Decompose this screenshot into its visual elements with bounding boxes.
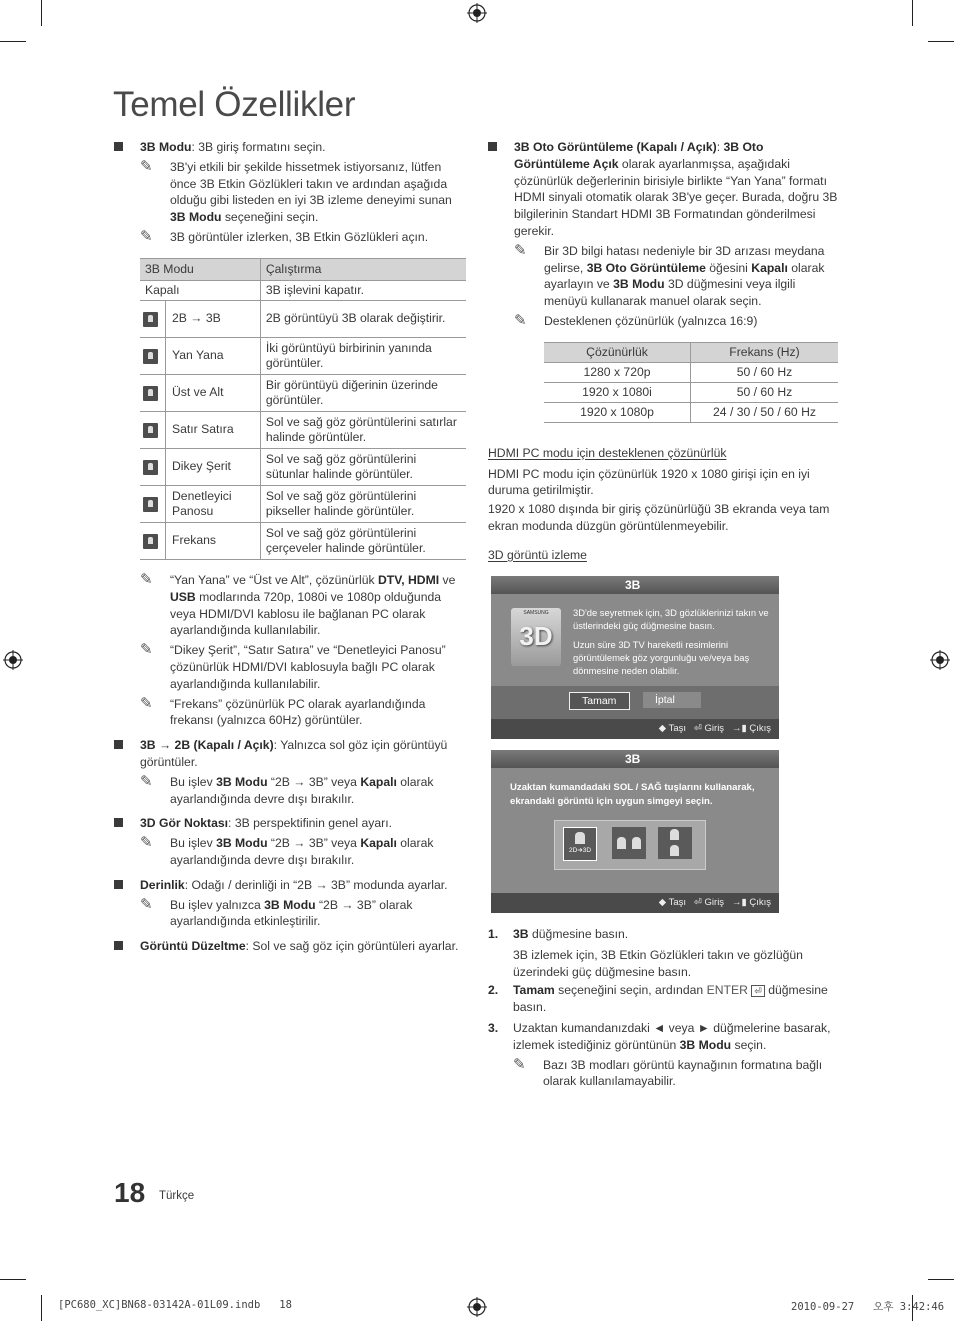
- right-column: [488, 139, 840, 564]
- ok-button[interactable]: Tamam: [569, 692, 630, 710]
- osd-footer: [491, 893, 779, 913]
- osd-buttons-bar: [491, 686, 779, 719]
- mode-name: Denetleyici Panosu: [166, 486, 261, 523]
- osd-text: Uzun süre 3D TV hareketli resimlerini görüntülemek göz yorgunluğu ve/veya baş dönmesine neden olabilir.: [573, 639, 750, 676]
- table-header: Frekans (Hz): [691, 342, 839, 362]
- top-bottom-icon: [143, 386, 158, 401]
- mode-operation: Sol ve sağ göz görüntülerini pikseller halinde görüntüler.: [260, 486, 466, 523]
- enter-icon: ⏎: [693, 897, 702, 908]
- osd-footer: [491, 719, 779, 739]
- 3d-mode-table: [140, 258, 466, 560]
- mode-icon-cell: [140, 449, 166, 486]
- note: ✎ “Frekans” çözünürlük PC olarak ayarlandığında frekansı (yalnızca 60Hz) görüntüler.: [140, 694, 426, 728]
- registration-mark-icon: [467, 3, 487, 23]
- resolution-cell: 1280 x 720p: [544, 362, 691, 382]
- mode-icon-cell: [140, 301, 166, 338]
- step-item: 3. Uzaktan kumandanızdaki ◄ veya ► düğmelerine basarak, izlemek istediğiniz görüntünün 3B Modu seçin.: [488, 1020, 831, 1052]
- move-icon: ◆: [658, 723, 667, 734]
- note-pencil-icon: ✎: [140, 772, 153, 790]
- mode-option-side-by-side[interactable]: [612, 827, 646, 859]
- table-row: [140, 280, 466, 301]
- note: ✎ Bu işlev yalnızca 3B Modu “2B → 3B” olarak ayarlandığında etkinleştirilir.: [140, 895, 413, 929]
- checker-board-icon: [143, 497, 158, 512]
- enter-icon: ⏎: [693, 723, 702, 734]
- note: ✎ Bu işlev 3B Modu “2B → 3B” veya Kapalı olarak ayarlandığında devre dışı bırakılır.: [140, 834, 434, 868]
- language-label: Türkçe: [159, 1190, 195, 1202]
- side-by-side-icon: [143, 349, 158, 364]
- crop-mark: [41, 1295, 42, 1321]
- osd-body: [491, 594, 779, 686]
- note-pencil-icon: ✎: [514, 311, 527, 329]
- frequency-icon: [143, 534, 158, 549]
- exit-icon: →▮: [731, 723, 747, 734]
- mode-icon-cell: [140, 375, 166, 412]
- osd-3d-mode-selector: [491, 750, 779, 913]
- osd-title: 3B: [491, 576, 779, 594]
- note: ✎ 3B'yi etkili bir şekilde hissetmek istiyorsanız, lütfen önce 3B Etkin Gözlükleri takın ve ardından aşağıda olduğu gibi listeden en iyi 3B izleme deneyimi sunan 3B Modu seçeneğini seçin.: [140, 157, 452, 225]
- 2d-to-3d-icon: [143, 312, 158, 327]
- person-icon: [617, 837, 626, 849]
- note-pencil-icon: ✎: [514, 241, 527, 259]
- hdmi-pc-heading: HDMI PC modu için desteklenen çözünürlük: [488, 445, 727, 460]
- crop-mark: [912, 0, 913, 26]
- person-icon: [670, 829, 679, 840]
- frequency-cell: 50 / 60 Hz: [691, 362, 839, 382]
- table-row: [140, 412, 466, 449]
- mode-name: Frekans: [166, 523, 261, 560]
- mode-name: Kapalı: [140, 280, 260, 301]
- note: ✎ Bu işlev 3B Modu “2B → 3B” veya Kapalı olarak ayarlandığında devre dışı bırakılır.: [140, 772, 434, 806]
- footer-enter-label: Giriş: [704, 723, 725, 734]
- mode-icon-cell: [140, 412, 166, 449]
- vertical-stripe-icon: [143, 460, 158, 475]
- osd-3d-warning-dialog: [491, 576, 779, 739]
- page-number: 18: [114, 1177, 146, 1208]
- registration-mark-icon: [467, 1297, 487, 1317]
- print-file-info: [PC680_XC]BN68-03142A-01L09.indb 18: [58, 1299, 292, 1311]
- note: ✎ “Yan Yana” ve “Üst ve Alt”, çözünürlük DTV, HDMI ve USB modlarında 720p, 1080i ve 1080p olduğunda veya HDMI/DVI kablosu ile bağlanan PC olarak ayarlandığında kullanılabilir.: [140, 571, 456, 638]
- registration-mark-icon: [930, 650, 950, 670]
- note-pencil-icon: ✎: [140, 157, 153, 175]
- line-by-line-icon: [143, 423, 158, 438]
- note-pencil-icon: ✎: [140, 694, 153, 712]
- mode-operation: Sol ve sağ göz görüntülerini çerçeveler halinde görüntüler.: [260, 523, 466, 560]
- mode-operation: Sol ve sağ göz görüntülerini satırlar halinde görüntüler.: [260, 412, 466, 449]
- note-pencil-icon: ✎: [140, 227, 153, 245]
- table-row: [140, 375, 466, 412]
- note-pencil-icon: ✎: [513, 1055, 526, 1073]
- crop-mark: [928, 1279, 954, 1280]
- person-icon: [632, 837, 641, 849]
- resolution-cell: 1920 x 1080p: [544, 402, 691, 422]
- bullet-picture-correction: Görüntü Düzeltme: Sol ve sağ göz için görüntüleri ayarlar.: [114, 938, 466, 955]
- table-header: 3B Modu: [140, 258, 260, 280]
- steps-list: [488, 926, 840, 1090]
- table-header: Çözünürlük: [544, 342, 691, 362]
- table-header: Çalıştırma: [260, 258, 466, 280]
- mode-option-label: 2D➔3D: [568, 847, 592, 854]
- mode-name: Üst ve Alt: [166, 375, 261, 412]
- note: ✎ “Dikey Şerit”, “Satır Satıra” ve “Denetleyici Panosu” çözünürlük HDMI/DVI kablosuyla bağlı PC olarak ayarlandığında kullanılabilir.: [140, 641, 446, 691]
- osd-body: [491, 768, 779, 893]
- footer-exit-label: Çıkış: [749, 723, 771, 734]
- mode-name: Satır Satıra: [166, 412, 261, 449]
- table-row: [544, 362, 838, 382]
- samsung-3d-logo-icon: [511, 608, 561, 666]
- resolution-cell: 1920 x 1080i: [544, 382, 691, 402]
- crop-mark: [0, 1279, 26, 1280]
- mode-operation: Sol ve sağ göz görüntülerini sütunlar halinde görüntüler.: [260, 449, 466, 486]
- footer-move-label: Taşı: [668, 723, 686, 734]
- table-row: [544, 402, 838, 422]
- bullet-3d-mode: 3B Modu: 3B giriş formatını seçin.: [114, 139, 466, 156]
- bullet-depth: Derinlik: Odağı / derinliği in “2B → 3B” modunda ayarlar.: [114, 877, 466, 894]
- table-row: [140, 523, 466, 560]
- enter-key-icon: ⏎: [751, 985, 765, 997]
- resolution-table: [544, 342, 838, 423]
- osd-title: 3B: [491, 750, 779, 768]
- table-row: [544, 382, 838, 402]
- hdmi-paragraph: 1920 x 1080 dışında bir giriş çözünürlüğü 3B ekranda veya tam ekran modunda düzgün görüntülenmeyebilir.: [488, 502, 830, 533]
- mode-operation: 2B görüntüyü 3B olarak değiştirir.: [260, 301, 466, 338]
- mode-operation: Bir görüntüyü diğerinin üzerinde görüntüler.: [260, 375, 466, 412]
- table-row: [140, 301, 466, 338]
- cancel-button[interactable]: İptal: [643, 692, 701, 708]
- hdmi-paragraph: HDMI PC modu için çözünürlük 1920 x 1080 girişi için en iyi duruma getirilmiştir.: [488, 466, 810, 498]
- step-item: 2. Tamam seçeneğini seçin, ardından ENTER ⏎ düğmesine basın.: [488, 983, 828, 1015]
- mode-name: 2B → 3B: [166, 301, 261, 338]
- step-item: 1. 3B düğmesine basın.: [488, 927, 629, 941]
- mode-operation: İki görüntüyü birbirinin yanında görüntüler.: [260, 338, 466, 375]
- bullet-3d-viewpoint: 3D Gör Noktası: 3B perspektifinin genel ayarı.: [114, 815, 466, 832]
- mode-icon-cell: [140, 523, 166, 560]
- logo-3d-glyph: 3D: [519, 621, 553, 651]
- bullet-3d-to-2d: 3B → 2B (Kapalı / Açık): Yalnızca sol göz için görüntüyü görüntüler.: [114, 737, 466, 771]
- note: ✎ Bazı 3B modları görüntü kaynağının formatına bağlı olarak kullanılamayabilir.: [513, 1055, 823, 1089]
- mode-name: Dikey Şerit: [166, 449, 261, 486]
- left-column: [114, 139, 466, 955]
- crop-mark: [41, 0, 42, 26]
- person-icon: [575, 832, 585, 844]
- person-icon: [670, 845, 679, 856]
- crop-mark: [928, 41, 954, 42]
- frequency-cell: 50 / 60 Hz: [691, 382, 839, 402]
- note-pencil-icon: ✎: [140, 834, 153, 852]
- logo-brand: SAMSUNG: [523, 610, 549, 616]
- frequency-cell: 24 / 30 / 50 / 60 Hz: [691, 402, 839, 422]
- note-pencil-icon: ✎: [140, 641, 153, 659]
- mode-option-2d-to-3d[interactable]: [563, 827, 597, 861]
- mode-icon-cell: [140, 486, 166, 523]
- footer-move-label: Taşı: [668, 897, 686, 908]
- note-pencil-icon: ✎: [140, 571, 153, 589]
- note-pencil-icon: ✎: [140, 895, 153, 913]
- registration-mark-icon: [3, 650, 23, 670]
- page-title: Temel Özellikler: [113, 85, 356, 124]
- print-date-info: 2010-09-27 오후 3:42:46: [791, 1301, 945, 1313]
- 3d-viewing-heading: 3D görüntü izleme: [488, 547, 587, 562]
- note: ✎ 3B görüntüler izlerken, 3B Etkin Gözlükleri açın.: [140, 227, 429, 245]
- table-row: [140, 449, 466, 486]
- crop-mark: [0, 41, 26, 42]
- mode-operation: 3B işlevini kapatır.: [260, 280, 466, 301]
- mode-option-top-bottom[interactable]: [658, 827, 692, 859]
- mode-icon-cell: [140, 338, 166, 375]
- exit-icon: →▮: [731, 897, 747, 908]
- footer-exit-label: Çıkış: [749, 897, 771, 908]
- table-row: [140, 338, 466, 375]
- osd-text: Uzaktan kumandadaki SOL / SAĞ tuşlarını kullanarak, ekrandaki görüntü için uygun simgeyi seçin.: [510, 782, 755, 807]
- mode-icon-strip: [554, 820, 706, 870]
- bullet-3d-auto-view: 3B Oto Görüntüleme (Kapalı / Açık): 3B Oto Görüntüleme Açık olarak ayarlanmışsa, aşağıdaki çözünürlük değerlerinin birisiyle birlikte “Yan Yana” formatı HDMI sinyali otomatik olarak 3B'ye geçer. Burada, doğru 3B bilgilerinin Standart HDMI 3B Formatından gönderilmesi gerekir.: [488, 139, 840, 240]
- footer-enter-label: Giriş: [704, 897, 725, 908]
- note: ✎ Desteklenen çözünürlük (yalnızca 16:9): [514, 311, 758, 329]
- move-icon: ◆: [658, 897, 667, 908]
- mode-name: Yan Yana: [166, 338, 261, 375]
- step-item: 3B izlemek için, 3B Etkin Gözlükleri takın ve gözlüğün üzerindeki güç düğmesine basın.: [513, 947, 803, 979]
- table-row: [140, 486, 466, 523]
- note: ✎ Bir 3D bilgi hatası nedeniyle bir 3D arızası meydana gelirse, 3B Oto Görüntüleme öğesini Kapalı olarak ayarlayın ve 3B Modu 3D düğmesini veya ilgili menüyü kullanarak manuel olarak seçin.: [514, 241, 825, 309]
- osd-text: 3D'de seyretmek için, 3D gözlüklerinizi takın ve üstlerindeki güç düğmesine basın.: [573, 607, 769, 631]
